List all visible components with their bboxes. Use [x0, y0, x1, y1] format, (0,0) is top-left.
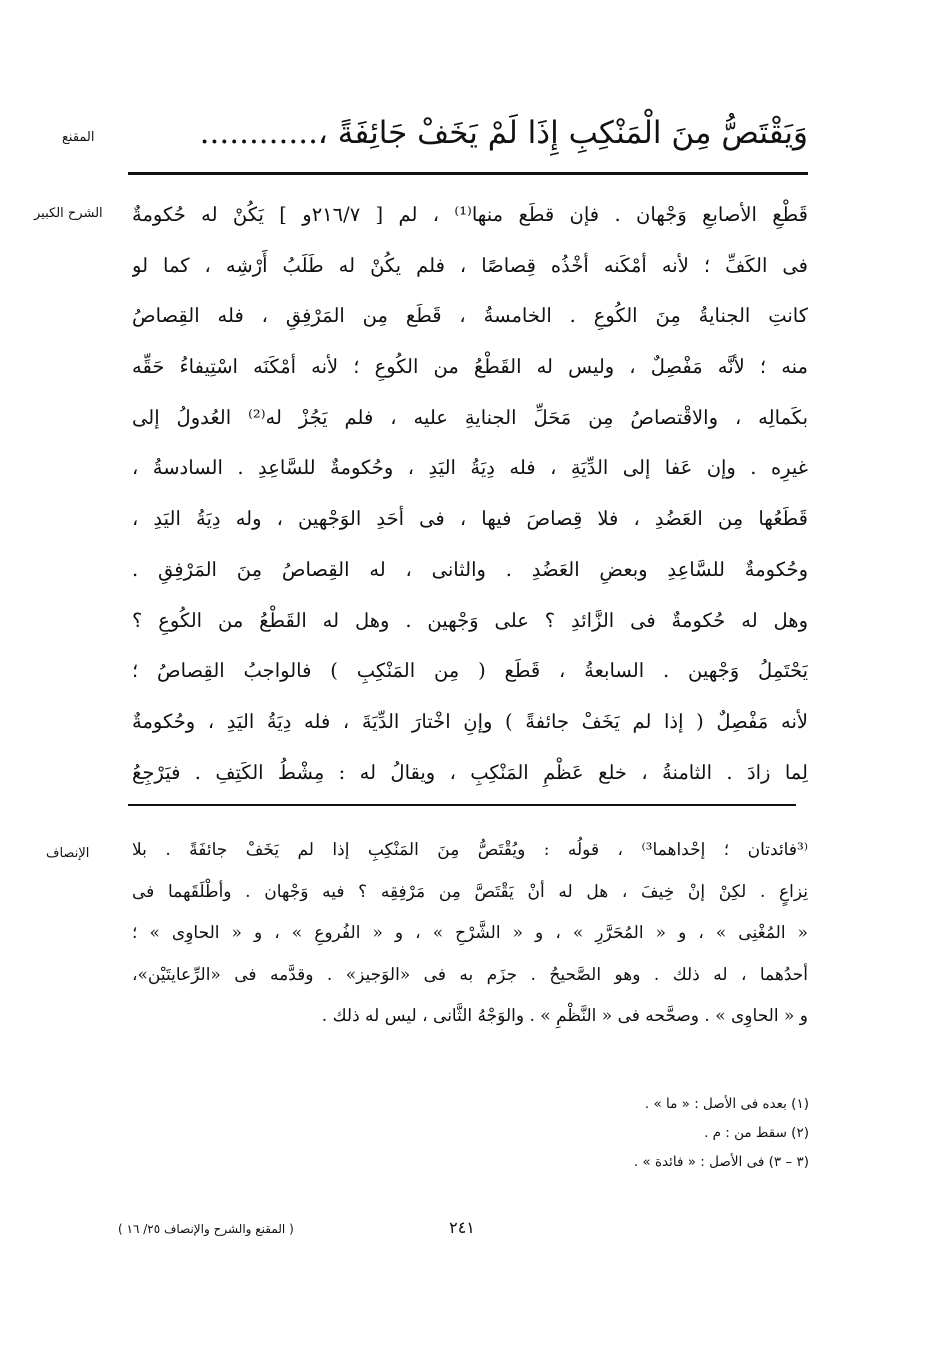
insaf-line: ⁽³فائدتان ؛ إحْداهما³⁾ ، قولُه : ويُقْتَصُّ مِنَ المَنْكِبِ إذا لم يَخَفْ جائفَةً . بلا: [132, 840, 808, 860]
sharh-line: فى الكَفِّ ؛ لأنه أمْكَنه أخْذُه قِصاصًا ، فلم يكُنْ له طَلَبُ أَرْشِه ، كما لو: [132, 253, 808, 277]
matn-text: وَيَقْتَصُّ مِنَ الْمَنْكِبِ إِذَا لَمْ يَخَفْ جَائِفَةً ،............: [199, 115, 808, 151]
sharh-line: غيرِه . وإن عَفا إلى الدِّيَةِ ، فله دِيَةُ اليَدِ ، وحُكومةٌ للسَّاعِدِ . السادسةُ ،: [132, 456, 808, 480]
page-number: ٢٤١: [449, 1218, 475, 1237]
sharh-line: بكَمالِه ، والاقْتصاصُ مِن مَحَلِّ الجنايةِ عليه ، فلم يَجُزْ له⁽²⁾ العُدولُ إلى: [132, 405, 808, 429]
matn-label: المقنع: [62, 130, 95, 145]
sharh-line: يَحْتَمِلُ وَجْهين . السابعةُ ، قَطَع ( مِن المَنْكِبِ ) فالواجبُ القِصاصُ ؛: [132, 659, 808, 683]
insaf-line: أحدُهما ، له ذلك . وهو الصَّحيحُ . جزَم به فى «الوَجيز» . وقدَّمه فى «الرِّعايتَيْن»،: [132, 964, 808, 985]
sharh-line: منه ؛ لأنَّه مَفْصِلٌ ، وليس له القَطْعُ من الكُوعِ ؛ لأنه أمْكَنَه اسْتِيفاءُ حَقِّه: [132, 355, 808, 379]
insaf-label: الإنصاف: [46, 846, 90, 861]
footnotes: [409, 1090, 809, 1177]
sharh-line: وحُكومةٌ للسَّاعِدِ وبعضِ العَضُدِ . والثانى ، له القِصاصُ مِنَ المَرْفِقِ .: [132, 557, 808, 581]
footnote: (٣ – ٣) فى الأصل : « فائدة » .: [633, 1154, 809, 1170]
footnote: (٢) سقط من : م .: [704, 1125, 809, 1141]
insaf-line: « المُغْنِى » ، و « المُحَرَّرِ » ، و « الشَّرْحِ » ، و « الفُروعِ » ، و « الحاوِى » ؛: [132, 923, 808, 943]
sharh-divider: [128, 804, 796, 806]
sharh-line: قَطْعِ الأصابعِ وَجْهان . فإن قطَع منها⁽¹⁾ ، لم [ ٢١٦/٧و ] يَكُنْ له حُكومةٌ: [132, 203, 808, 226]
sharh-label: الشرح الكبير: [34, 206, 103, 221]
insaf-block: [132, 830, 808, 1060]
sharh-line: وهل له حُكومةٌ فى الزَّائدِ ؟ على وَجْهين . وهل له القَطْعُ من الكُوعِ ؟: [132, 608, 808, 632]
sharh-block: [132, 190, 808, 800]
sharh-line: لِما زادَ . الثامنةُ ، خلع عَظْمِ المَنْكِبِ ، ويقالُ له : مِشْطُ الكَتِفِ . فيَرْجِعُ: [132, 760, 808, 784]
footnote: (١) بعده فى الأصل : « ما » .: [644, 1096, 809, 1112]
matn-divider: [128, 172, 808, 175]
sharh-line: كانتِ الجنايةُ مِنَ الكُوعِ . الخامسةُ ، قَطَع مِن المَرْفِقِ ، فله القِصاصُ: [132, 304, 808, 328]
insaf-line: نِزاعٍ . لكِنْ إنْ خِيفَ ، هل له أنْ يَقْتَصَّ مِن مَرْفِقِه ؟ فيه وَجْهان . وأطْلَقَهما فى: [132, 881, 808, 902]
sharh-line: قَطَعُها مِن العَضُدِ ، فلا قِصاصَ فيها ، فى أحَدِ الوَجْهين ، وله دِيَةُ اليَدِ ،: [132, 507, 808, 531]
sharh-line: لأنه مَفْصِلٌ ( إذا لم يَخَفْ جائفةً ) وإنِ اخْتارَ الدِّيَةَ ، فله دِيَةُ اليَدِ ، وحُكومةٌ: [132, 709, 808, 733]
volume-signature: ( المقنع والشرح والإنصاف ٢٥/ ١٦ ): [118, 1222, 294, 1236]
insaf-line: و « الحاوِى » . وصحَّحه فى « النَّظْمِ » . والوَجْهُ الثَّانى ، ليس له ذلك .: [321, 1006, 808, 1026]
